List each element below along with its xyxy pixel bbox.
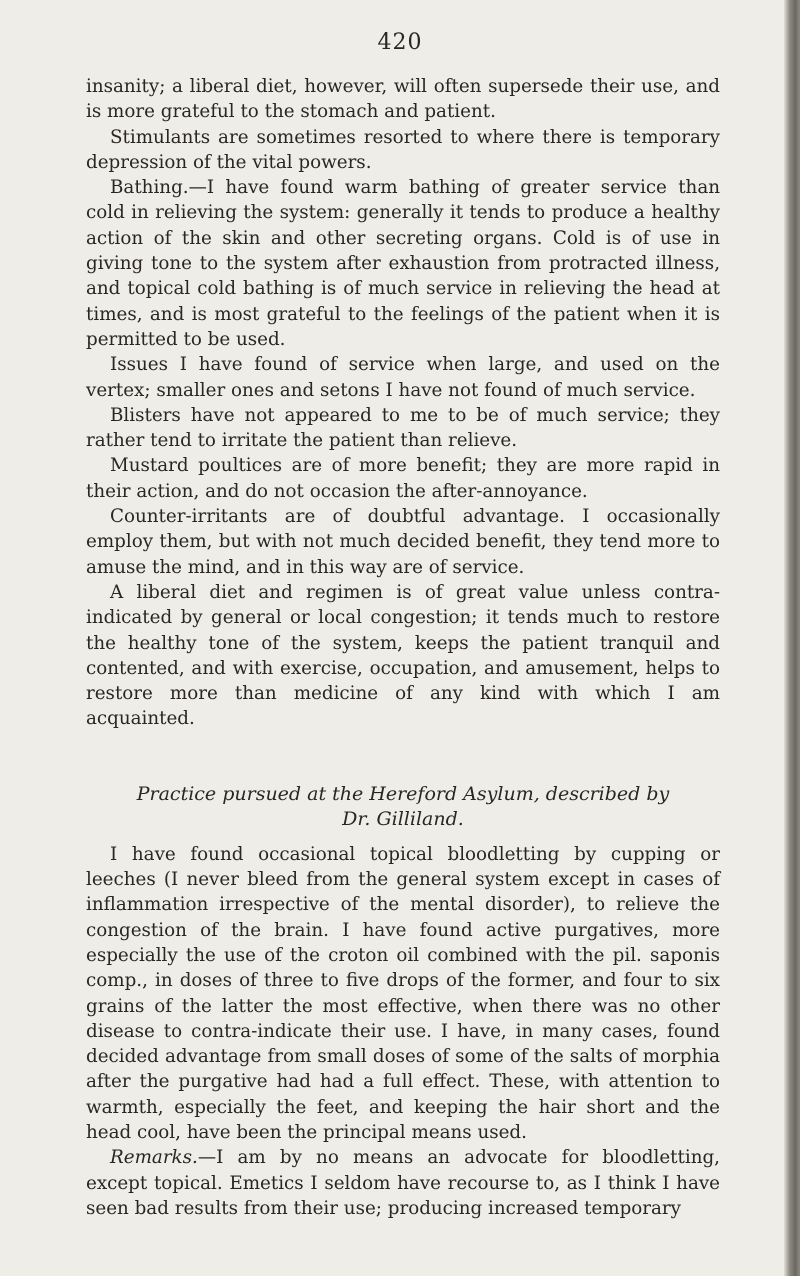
paragraph-liberal-diet: A liberal diet and regimen is of great value unless contra-indicated by general or local congestion; it tends much to restore the healthy tone of the system, keeps the patient tranquil and contented, and with exercise, occupation, and amusement, helps to restore more than medicine of any kind with which I am acquainted.: [86, 581, 720, 730]
paragraph-issues: Issues I have found of service when large, and used on the vertex; smaller ones and setons I have not found of much service.: [86, 354, 720, 401]
paragraph-insanity-continued: insanity; a liberal diet, however, will often supersede their use, and is more grateful to the stomach and patient.: [86, 76, 720, 123]
paragraph-mustard-poultices: Mustard poultices are of more benefit; they are more rapid in their action, and do not occasion the after-annoyance.: [86, 455, 720, 502]
book-edge-shadow: [784, 0, 800, 1276]
body-text: [86, 74, 720, 1221]
section-heading-line-2: Dr. Gilliland.: [342, 807, 464, 830]
paragraph-remarks: [86, 1145, 720, 1221]
paragraph-stimulants: Stimulants are sometimes resorted to where there is temporary depression of the vital powers.: [86, 126, 720, 173]
remarks-text: —I am by no means an advocate for bloodletting, except topical. Emetics I seldom have recourse to, as I think I have seen bad results from their use; producing increased temporary: [86, 1147, 720, 1219]
paragraph-blisters: Blisters have not appeared to me to be of much service; they rather tend to irritate the patient than relieve.: [86, 404, 720, 452]
page-number: 420: [377, 30, 423, 55]
paragraph-counter-irritants: Counter-irritants are of doubtful advantage. I occasionally employ them, but with not much decided benefit, they tend more to amuse the mind, and in this way are of service.: [86, 506, 720, 578]
paragraph-bathing: Bathing.—I have found warm bathing of greater service than cold in relieving the system: generally it tends to produce a healthy action of the skin and other secreting organs. Cold is of use in giving tone to the system after exhaustion from protracted illness, and topical cold bathing is of much service in relieving the head at times, and is most grateful to the feelings of the patient when it is permitted to be used.: [86, 177, 720, 350]
section-heading-line-1: Practice pursued at the Hereford Asylum, described by: [136, 782, 670, 805]
section-heading: [86, 782, 720, 832]
paragraph-hereford-practice: I have found occasional topical bloodletting by cupping or leeches (I never bleed from the general system except in cases of inflammation irrespective of the mental disorder), to relieve the congestion of the brain. I have found active purgatives, more especially the use of the croton oil combined with the pil. saponis comp., in doses of three to five drops of the former, and four to six grains of the latter the most effective, when there was no other disease to contra-indicate their use. I have, in many cases, found decided advantage from small doses of some of the salts of morphia after the purgative had had a full effect. These, with attention to warmth, especially the feet, and keeping the hair short and the head cool, have been the principal means used.: [86, 843, 720, 1143]
remarks-lead: Remarks.: [110, 1147, 198, 1169]
